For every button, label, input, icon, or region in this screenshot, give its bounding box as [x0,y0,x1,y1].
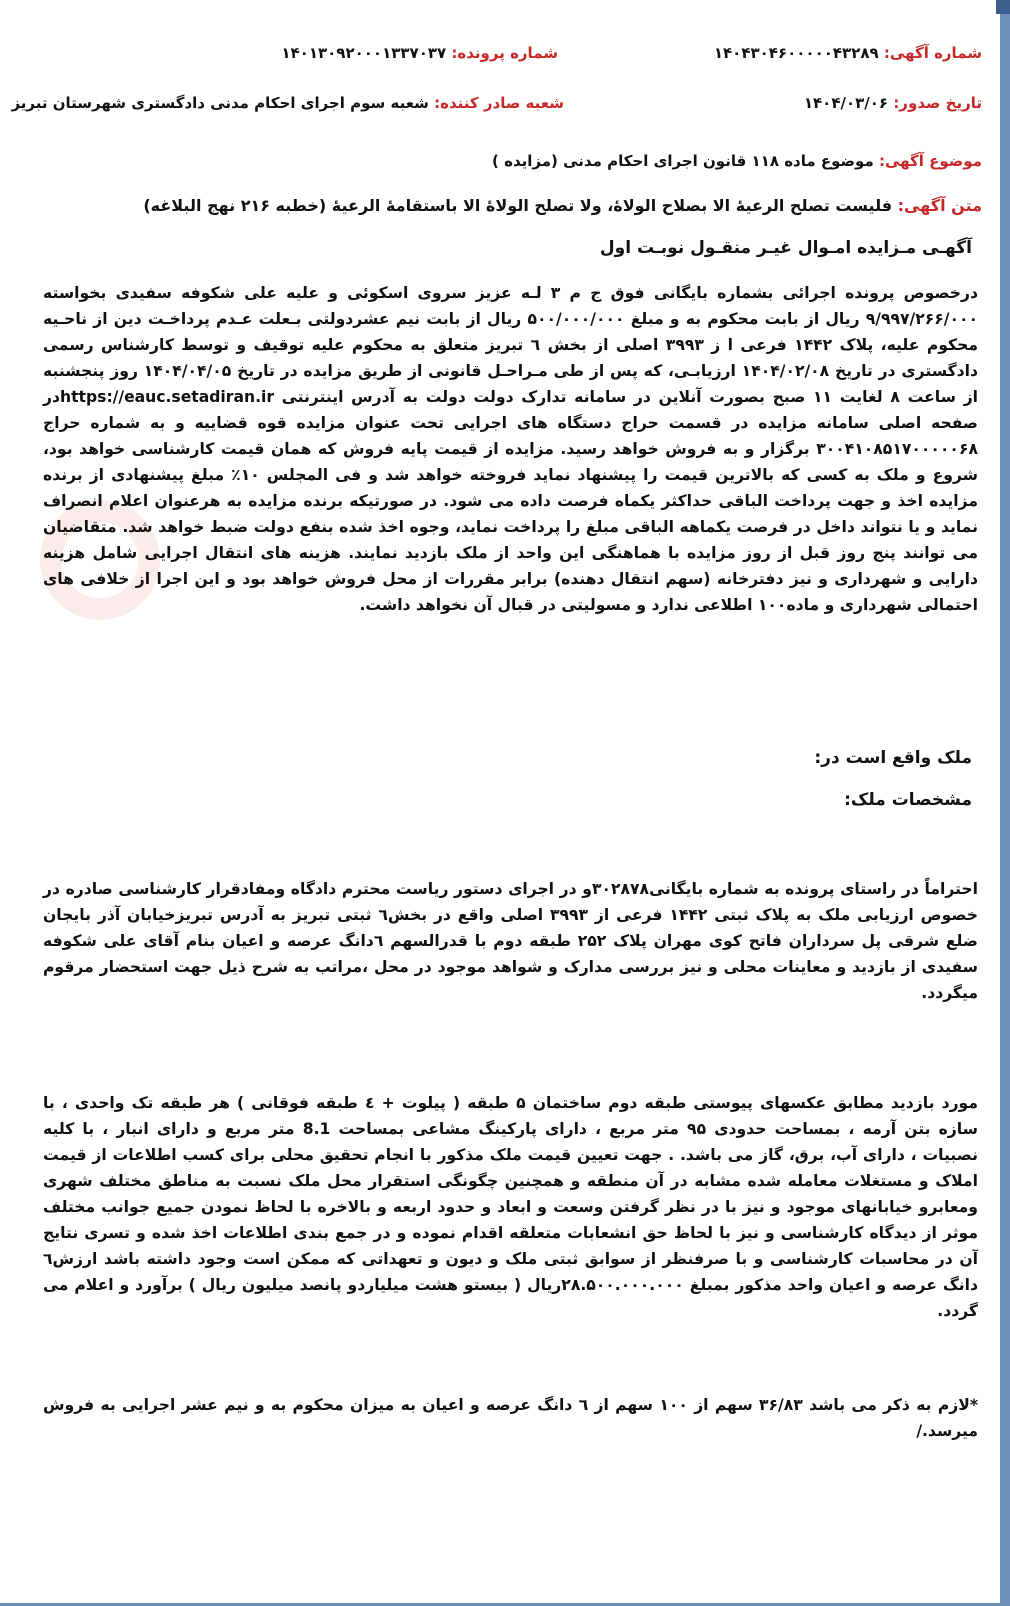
paragraph-main-b: در صفحه اصلی سامانه مزایده در قسمت حراج دستگاه های اجرایی تحت عنوان مزایده قوه قضاییه و به شماره حراج ۳۰۰۴۱۰۸۵۱۷۰۰۰۰۰۶۸ برگزار و به فروش خواهد رسید. مزایده از قیمت پایه فروش که همان قیمت کارشناسی خواهد بود، شروع و ملک به کسی که بالاترین قیمت را پیشنهاد نماید فروخته خواهد شد و فی المجلس ۱۰٪ مبلغ پیشنهادی از برنده مزایده اخذ و جهت پرداخت الباقی حداکثر یکماه فرصت داده می شود. در صورتیکه برنده مزایده به هرعنوان اعلام انصراف نماید و یا نتواند داخل در فرصت یکماهه الباقی مبلغ را پرداخت نماید، وجوه اخذ شده بنفع دولت ضبط خواهد شد. متقاضیان می توانند پنج روز قبل از روز مزایده با هماهنگی این واحد از ملک بازدید نمایند. هزینه های انتقال اجرایی شامل هزینه دارایی و شهرداری و نیز دفترخانه (سهم انتقال دهنده) برابر مقررات از محل فروش خواهد بود و این اجرا از خلافی های احتمالی شهرداری و ماده۱۰۰ اطلاعی ندارد و مسولیتی در قبال آن نخواهد داشت. [43,388,978,614]
notice-subject [492,152,982,170]
issue-date-value: ۱۴۰۴/۰۳/۰۶ [803,94,889,112]
window-corner [996,0,1010,14]
location-label: ملک واقع است در: [814,748,972,768]
quote: فلیست تصلح الرعیهٔ الا بصلاح الولاهٔ، ولا تصلح الولاهٔ الا باستقامهٔ الرعیهٔ (خطبه ۲۱۶ نهج البلاغه) [143,196,893,215]
issuing-branch-value: شعبه سوم اجرای احکام مدنی دادگستری شهرستان تبریز [11,94,429,112]
notice-number-label: شماره آگهی: [883,44,982,62]
issue-date-label: تاریخ صدور: [893,94,982,112]
auction-title: آگهـی مـزایده امـوال غیـر منقـول نوبـت اول [599,238,972,258]
notice-number-value: ۱۴۰۴۳۰۴۶۰۰۰۰۰۴۳۲۸۹ [713,44,879,62]
specs-label: مشخصات ملک: [844,790,972,810]
notice-text-line [143,196,982,215]
subject-value: موضوع ماده ۱۱۸ قانون اجرای احکام مدنی (مزایده ) [492,152,874,170]
case-number-value: ۱۴۰۱۳۰۹۲۰۰۰۱۳۳۷۰۳۷ [281,44,447,62]
issuing-branch [11,94,564,112]
paragraph-main [43,280,978,618]
auction-url-link[interactable]: https://eauc.setadiran.ir [59,388,275,406]
issue-date [804,94,982,112]
paragraph-main-a: درخصوص پرونده اجرائی بشماره بایگانی فوق ج م ۳ لـه عزیز سروی اسکوئی و علیه علی شکوفه سفیدی بخواسته ۹/۹۹۷/۲۶۶/۰۰۰ ریال از بابت محکوم به و مبلغ ۵۰۰/۰۰۰/۰۰۰ ریال از بابت نیم عشردولتی بـعلت عـدم پرداخـت دین از ناحـیه محکوم علیه، پلاک ۱۴۴۲ فرعی ا ز ۳۹۹۳ اصلی از بخش ٦ تبریز متعلق به محکوم علیه توقیف و توسط کارشناس رسمی دادگستری در تاریخ ۱۴۰۴/۰۲/۰۸ ارزیابـی، که پس از طی مـراحـل قانونی از طریق مزایده در تاریخ ۱۴۰۴/۰۴/۰۵ روز پنجشنبه از ساعت ۸ لغایت ۱۱ صبح بصورت آنلاین در سامانه تدارک دولت دولت به آدرس اینترنتی [43,284,979,406]
notice-number [714,44,982,62]
paragraph-appraisal-details: مورد بازدید مطابق عکسهای پیوستی طبقه دوم ساختمان ۵ طبقه ( پیلوت + ٤ طبقه فوقانی ) هر طبقه تک واحدی ، با سازه بتن آرمه ، بمساحت حدودی ۹۵ متر مربع ، دارای پارکینگ مشاعی بمساحت 8.1 متر مربع و دارای انبار ، با کلیه نصبیات ، دارای آب، برق، گاز می باشد. . جهت تعیین قیمت ملک مذکور با انجام تحقیق محلی برای کسب اطلاعات از قیمت املاک و مستغلات معامله شده مشابه در آن منطقه و همچنین چگونگی استقرار محل ملک نسبت به مناطق مختلف شهری ومعابرو خیابانهای موجود و نیز با در نظر گرفتن وسعت و ابعاد و حدود اربعه و بالاخره با لحاظ نمودن جمیع جوانب مختلف موثر از دیدگاه کارشناسی و نیز با لحاظ حق انشعابات متعلقه اقدام نموده و در جمع بندی اطلاعات اخذ شده و تسری نتایج آن در محاسبات کارشناسی و با صرفنظر از سوابق ثبتی ملک و دیون و تعهداتی که ممکن است وجود داشته باشد ارزش٦ دانگ عرصه و اعیان واحد مذکور بمبلغ ۲۸.۵۰۰.۰۰۰.۰۰۰ریال ( بیستو هشت میلیاردو پانصد میلیون ریال ) برآورد و اعلام می گردد. [43,1094,979,1320]
text-label: متن آگهی: [897,196,982,215]
case-number-label: شماره پرونده: [451,44,558,62]
subject-label: موضوع آگهی: [878,152,982,170]
paragraph-share-note: *لازم به ذکر می باشد ۳۶/۸۳ سهم از ۱۰۰ سهم از ٦ دانگ عرصه و اعیان به میزان محکوم به و نیم عشر اجرایی به فروش میرسد./ [43,1396,979,1440]
case-number [281,44,558,62]
paragraph-appraisal-intro: احتراماً در راستای پرونده به شماره بایگانی۳۰۲۸۷۸و در اجرای دستور ریاست محترم دادگاه ومفادقرار کارشناسی صادره در خصوص ارزیابی ملک به پلاک ثبتی ۱۴۴۲ فرعی از ۳۹۹۳ اصلی واقع در بخش٦ ثبتی تبریز به آدرس تبریزخیابان آذر بایجان ضلع شرقی پل سرداران فاتح کوی مهران پلاک ۲۵۲ طبقه دوم با قدرالسهم ٦دانگ عرصه و اعیان بنام آقای علی شکوفه سفیدی از بازدید و معاینات محلی و نیز بررسی مدارک و شواهد موجود در محل ،مراتب به شرح ذیل جهت استحضار مرقوم میگردد. [43,880,979,1002]
issuing-branch-label: شعبه صادر کننده: [434,94,564,112]
